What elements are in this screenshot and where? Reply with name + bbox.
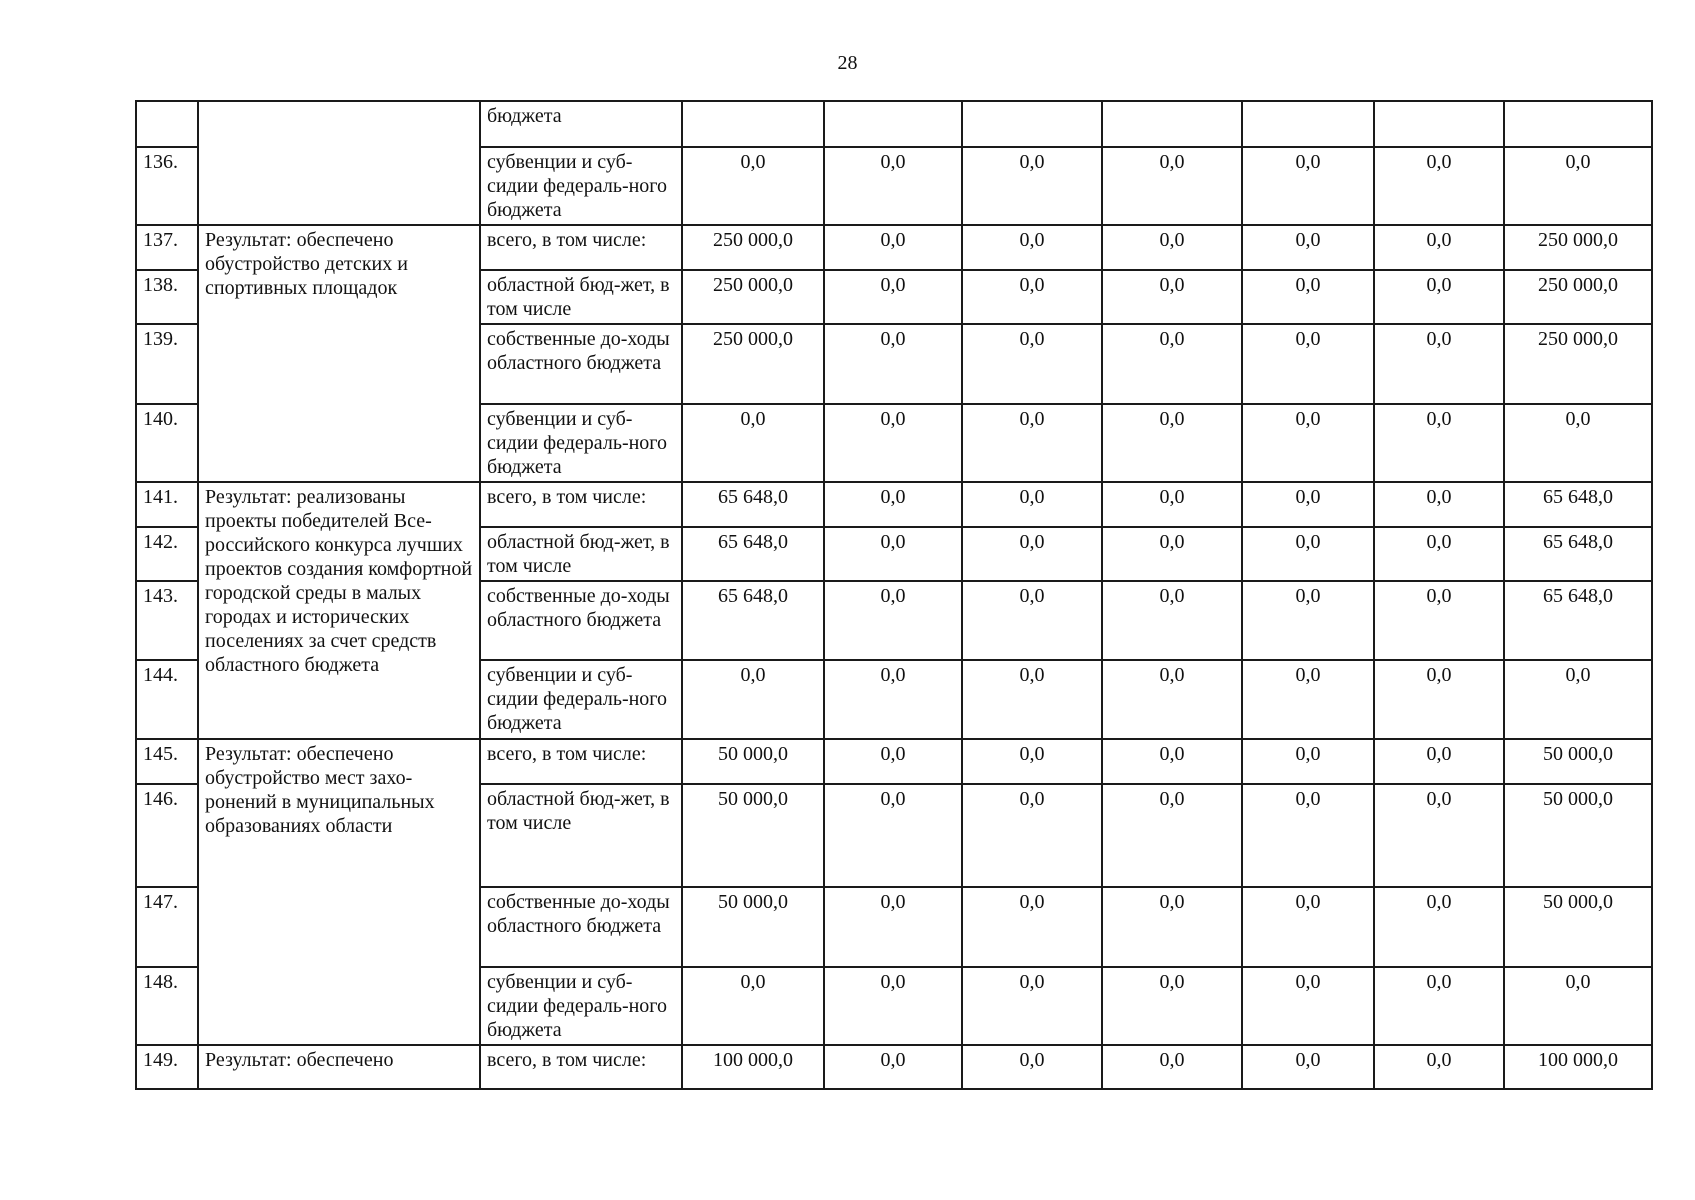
row-number: 145.	[136, 739, 198, 784]
value-cell: 0,0	[1374, 660, 1504, 739]
row-number: 141.	[136, 482, 198, 527]
value-cell: 0,0	[1102, 482, 1242, 527]
value-cell	[1102, 101, 1242, 147]
value-cell: 0,0	[962, 482, 1102, 527]
value-cell: 0,0	[962, 225, 1102, 270]
value-cell: 0,0	[1242, 1045, 1374, 1089]
value-cell: 65 648,0	[682, 581, 824, 660]
funding-source: субвенции и суб-сидии федераль-ного бюджета	[480, 147, 682, 225]
value-cell: 0,0	[962, 324, 1102, 404]
value-cell: 0,0	[1102, 270, 1242, 324]
funding-source: субвенции и суб-сидии федераль-ного бюджета	[480, 967, 682, 1045]
value-cell: 0,0	[824, 482, 962, 527]
value-cell	[1242, 101, 1374, 147]
row-number: 137.	[136, 225, 198, 270]
table-row	[136, 1045, 1652, 1089]
result-description: Результат: обеспечено	[198, 1045, 480, 1089]
value-cell: 0,0	[1102, 527, 1242, 581]
value-cell: 250 000,0	[1504, 324, 1652, 404]
value-cell: 0,0	[1242, 324, 1374, 404]
value-cell: 0,0	[1242, 404, 1374, 482]
value-cell: 50 000,0	[682, 784, 824, 887]
value-cell: 0,0	[1242, 482, 1374, 527]
result-description: Результат: реализованы проекты победителей Все-российского конкурса лучших проектов создания комфортной городской среды в малых городах и исторических поселениях за счет средств областного бюджета	[198, 482, 480, 739]
row-number: 147.	[136, 887, 198, 967]
row-number: 139.	[136, 324, 198, 404]
value-cell: 0,0	[962, 967, 1102, 1045]
value-cell: 0,0	[1374, 225, 1504, 270]
value-cell: 50 000,0	[1504, 739, 1652, 784]
table-row	[136, 101, 1652, 147]
value-cell: 0,0	[1242, 270, 1374, 324]
row-number: 144.	[136, 660, 198, 739]
value-cell: 0,0	[1102, 967, 1242, 1045]
value-cell: 250 000,0	[682, 324, 824, 404]
result-description: Результат: обеспечено обустройство мест захо-ронений в муниципальных образованиях области	[198, 739, 480, 1045]
value-cell: 0,0	[824, 739, 962, 784]
value-cell: 0,0	[682, 404, 824, 482]
value-cell: 0,0	[962, 660, 1102, 739]
value-cell: 0,0	[824, 225, 962, 270]
value-cell: 0,0	[962, 147, 1102, 225]
value-cell: 0,0	[1242, 784, 1374, 887]
result-description	[198, 101, 480, 225]
value-cell: 0,0	[962, 404, 1102, 482]
value-cell	[1504, 101, 1652, 147]
funding-source: всего, в том числе:	[480, 1045, 682, 1089]
funding-source: областной бюд-жет, в том числе	[480, 784, 682, 887]
value-cell: 65 648,0	[682, 527, 824, 581]
row-number: 148.	[136, 967, 198, 1045]
funding-source: собственные до-ходы областного бюджета	[480, 581, 682, 660]
row-number: 138.	[136, 270, 198, 324]
value-cell: 250 000,0	[682, 225, 824, 270]
value-cell: 0,0	[1102, 147, 1242, 225]
funding-source: бюджета	[480, 101, 682, 147]
value-cell: 0,0	[1102, 324, 1242, 404]
value-cell: 250 000,0	[682, 270, 824, 324]
value-cell: 65 648,0	[1504, 482, 1652, 527]
value-cell: 0,0	[1102, 887, 1242, 967]
value-cell: 0,0	[1374, 739, 1504, 784]
funding-source: собственные до-ходы областного бюджета	[480, 324, 682, 404]
funding-source: всего, в том числе:	[480, 482, 682, 527]
value-cell: 0,0	[1242, 887, 1374, 967]
value-cell: 100 000,0	[682, 1045, 824, 1089]
value-cell: 0,0	[1102, 784, 1242, 887]
value-cell: 0,0	[962, 1045, 1102, 1089]
value-cell: 0,0	[824, 527, 962, 581]
table-row	[136, 739, 1652, 784]
value-cell: 50 000,0	[1504, 887, 1652, 967]
value-cell: 0,0	[824, 784, 962, 887]
row-number: 136.	[136, 147, 198, 225]
value-cell: 0,0	[824, 967, 962, 1045]
value-cell: 100 000,0	[1504, 1045, 1652, 1089]
value-cell: 0,0	[1242, 527, 1374, 581]
value-cell: 0,0	[1242, 581, 1374, 660]
value-cell: 0,0	[962, 784, 1102, 887]
value-cell	[1374, 101, 1504, 147]
row-number: 143.	[136, 581, 198, 660]
value-cell: 0,0	[824, 887, 962, 967]
value-cell: 0,0	[1242, 739, 1374, 784]
value-cell: 65 648,0	[1504, 527, 1652, 581]
value-cell: 0,0	[1374, 404, 1504, 482]
value-cell: 0,0	[1374, 784, 1504, 887]
value-cell: 0,0	[962, 581, 1102, 660]
value-cell: 0,0	[1242, 147, 1374, 225]
value-cell: 0,0	[824, 404, 962, 482]
value-cell: 65 648,0	[682, 482, 824, 527]
row-number: 142.	[136, 527, 198, 581]
value-cell: 0,0	[1102, 225, 1242, 270]
value-cell: 0,0	[682, 967, 824, 1045]
value-cell: 0,0	[962, 270, 1102, 324]
value-cell: 0,0	[962, 739, 1102, 784]
value-cell: 0,0	[1374, 527, 1504, 581]
funding-source: субвенции и суб-сидии федераль-ного бюджета	[480, 404, 682, 482]
value-cell: 250 000,0	[1504, 225, 1652, 270]
row-number: 140.	[136, 404, 198, 482]
row-number: 149.	[136, 1045, 198, 1089]
funding-source: всего, в том числе:	[480, 739, 682, 784]
value-cell: 0,0	[824, 581, 962, 660]
value-cell: 65 648,0	[1504, 581, 1652, 660]
value-cell: 0,0	[1504, 660, 1652, 739]
value-cell: 50 000,0	[682, 739, 824, 784]
value-cell: 0,0	[1102, 660, 1242, 739]
funding-source: субвенции и суб-сидии федераль-ного бюджета	[480, 660, 682, 739]
value-cell: 0,0	[962, 887, 1102, 967]
value-cell: 0,0	[824, 1045, 962, 1089]
page-number: 28	[837, 52, 858, 74]
row-number: 146.	[136, 784, 198, 887]
value-cell: 0,0	[824, 270, 962, 324]
table-row	[136, 482, 1652, 527]
funding-source: всего, в том числе:	[480, 225, 682, 270]
value-cell: 0,0	[1374, 887, 1504, 967]
funding-source: собственные до-ходы областного бюджета	[480, 887, 682, 967]
value-cell: 50 000,0	[1504, 784, 1652, 887]
value-cell: 0,0	[824, 147, 962, 225]
budget-table	[135, 100, 1653, 1090]
value-cell: 0,0	[1374, 270, 1504, 324]
value-cell	[682, 101, 824, 147]
value-cell	[824, 101, 962, 147]
value-cell: 0,0	[1242, 967, 1374, 1045]
value-cell: 250 000,0	[1504, 270, 1652, 324]
funding-source: областной бюд-жет, в том числе	[480, 527, 682, 581]
value-cell: 0,0	[1242, 225, 1374, 270]
value-cell: 0,0	[1102, 1045, 1242, 1089]
row-number	[136, 101, 198, 147]
value-cell: 0,0	[962, 527, 1102, 581]
table-row	[136, 225, 1652, 270]
funding-source: областной бюд-жет, в том числе	[480, 270, 682, 324]
value-cell: 0,0	[682, 147, 824, 225]
value-cell: 0,0	[1374, 324, 1504, 404]
value-cell: 0,0	[1374, 967, 1504, 1045]
value-cell	[962, 101, 1102, 147]
value-cell: 0,0	[1102, 581, 1242, 660]
value-cell: 0,0	[1374, 581, 1504, 660]
result-description: Результат: обеспечено обустройство детских и спортивных площадок	[198, 225, 480, 482]
value-cell: 0,0	[824, 324, 962, 404]
value-cell: 0,0	[1504, 404, 1652, 482]
value-cell: 0,0	[1242, 660, 1374, 739]
value-cell: 0,0	[1102, 739, 1242, 784]
value-cell: 0,0	[824, 660, 962, 739]
value-cell: 0,0	[1504, 147, 1652, 225]
value-cell: 0,0	[1102, 404, 1242, 482]
value-cell: 0,0	[1374, 482, 1504, 527]
value-cell: 0,0	[1374, 147, 1504, 225]
value-cell: 0,0	[1374, 1045, 1504, 1089]
value-cell: 0,0	[682, 660, 824, 739]
value-cell: 0,0	[1504, 967, 1652, 1045]
value-cell: 50 000,0	[682, 887, 824, 967]
